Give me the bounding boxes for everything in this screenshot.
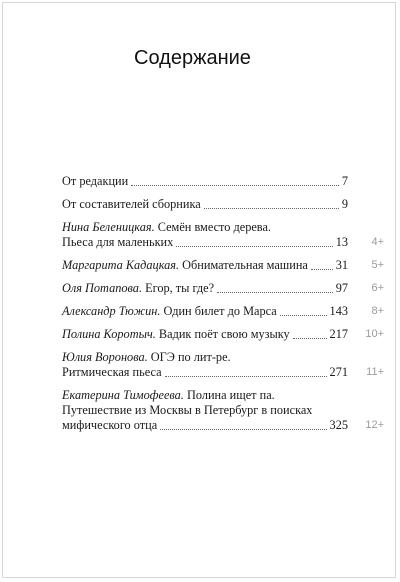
age-rating: 6+ xyxy=(371,282,384,294)
page-number: 31 xyxy=(335,258,348,272)
page-number: 7 xyxy=(341,174,348,188)
entry-title: Вадик поёт свою музыку xyxy=(155,327,290,341)
table-of-contents xyxy=(62,174,384,441)
age-rating: 8+ xyxy=(371,305,384,317)
page-number: 217 xyxy=(329,327,348,341)
age-rating: 11+ xyxy=(366,366,384,378)
author-name: Оля Потапова. xyxy=(62,281,143,295)
page-number: 143 xyxy=(329,304,348,318)
page-number: 325 xyxy=(329,418,348,432)
author-name: Александр Тюжин. xyxy=(62,304,161,318)
entry-title-cont: Ритмическая пьеса xyxy=(62,365,162,379)
entry-title: Обнимательная машина xyxy=(179,258,308,272)
entry-title: От составителей сборника xyxy=(62,197,201,211)
toc-entry[interactable] xyxy=(62,258,384,273)
dot-leader xyxy=(165,376,327,377)
author-name: Полина Коротыч. xyxy=(62,327,156,341)
toc-entry[interactable] xyxy=(62,220,384,250)
dot-leader xyxy=(311,269,333,270)
author-name: Нина Беленицкая. xyxy=(62,220,155,234)
dot-leader xyxy=(131,185,339,186)
page-title: Содержание xyxy=(134,47,251,70)
entry-title: Егор, ты где? xyxy=(142,281,215,295)
toc-entry[interactable] xyxy=(62,388,384,433)
dot-leader xyxy=(176,246,332,247)
toc-entry[interactable] xyxy=(62,304,384,319)
toc-entry[interactable] xyxy=(62,350,384,380)
toc-entry[interactable] xyxy=(62,197,384,212)
age-rating: 4+ xyxy=(371,236,384,248)
author-name: Екатерина Тимофеева. xyxy=(62,388,184,402)
page-number: 271 xyxy=(329,365,348,379)
entry-title: Семён вместо дерева. xyxy=(154,220,271,234)
age-rating: 5+ xyxy=(371,259,384,271)
dot-leader xyxy=(160,429,326,430)
entry-title: Полина ищет па. xyxy=(183,388,275,402)
dot-leader xyxy=(217,292,333,293)
age-rating: 12+ xyxy=(365,419,384,431)
entry-title-cont: Путешествие из Москвы в Петербург в поисках xyxy=(62,403,313,417)
dot-leader xyxy=(204,208,339,209)
entry-title-cont: мифического отца xyxy=(62,418,158,432)
author-name: Маргарита Кадацкая. xyxy=(62,258,180,272)
page-number: 97 xyxy=(335,281,348,295)
toc-entry[interactable] xyxy=(62,281,384,296)
entry-title-cont: Пьеса для маленьких xyxy=(62,235,174,249)
dot-leader xyxy=(293,338,327,339)
page-number: 9 xyxy=(341,197,348,211)
author-name: Юлия Воронова. xyxy=(62,350,148,364)
dot-leader xyxy=(280,315,327,316)
entry-title: ОГЭ по лит-ре. xyxy=(147,350,231,364)
age-rating: 10+ xyxy=(365,328,384,340)
page-number: 13 xyxy=(335,235,348,249)
toc-entry[interactable] xyxy=(62,327,384,342)
entry-title: От редакции xyxy=(62,174,129,188)
entry-title: Один билет до Марса xyxy=(160,304,277,318)
toc-entry[interactable] xyxy=(62,174,384,189)
